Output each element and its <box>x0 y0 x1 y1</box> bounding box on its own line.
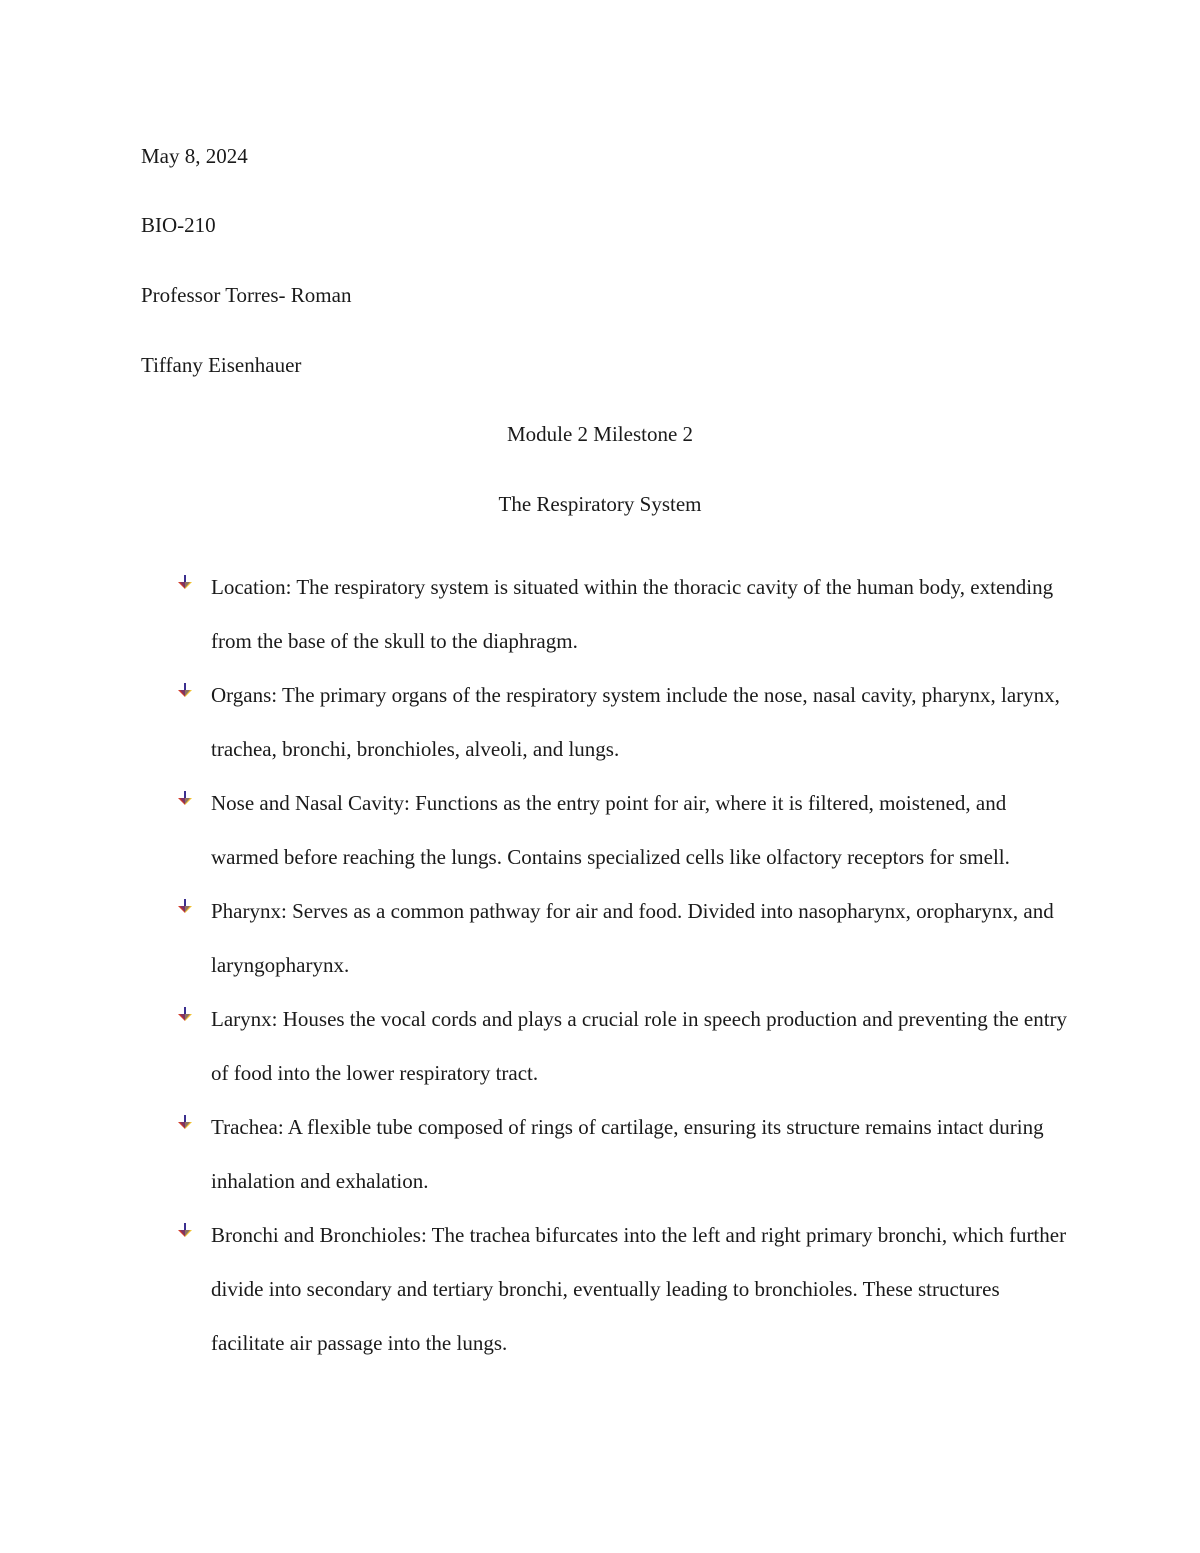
professor-line: Professor Torres- Roman <box>141 283 352 307</box>
bullet-text: Bronchi and Bronchioles: The trachea bifurcates into the left and right primary bronchi, which further divide into secondary and tertiary bronchi, eventually leading to bronchioles. These structures facilitate air passage into the lungs. <box>211 1223 1067 1355</box>
module-title: Module 2 Milestone 2 <box>506 422 694 446</box>
bullet-item-location <box>0 560 1200 668</box>
bullet-text: Pharynx: Serves as a common pathway for air and food. Divided into nasopharynx, oropharynx, and laryngopharynx. <box>211 899 1054 977</box>
topic-title: The Respiratory System <box>498 492 702 516</box>
bullet-item-organs <box>0 668 1200 776</box>
bullet-item-pharynx <box>0 884 1200 992</box>
course-line: BIO-210 <box>141 213 216 237</box>
bullet-text: Organs: The primary organs of the respiratory system include the nose, nasal cavity, pharynx, larynx, trachea, bronchi, bronchioles, alveoli, and lungs. <box>211 683 1060 761</box>
bullet-item-bronchi <box>0 1208 1200 1370</box>
bullet-text: Location: The respiratory system is situated within the thoracic cavity of the human body, extending from the base of the skull to the diaphragm. <box>211 575 1054 653</box>
bullet-text: Trachea: A flexible tube composed of rings of cartilage, ensuring its structure remains intact during inhalation and exhalation. <box>211 1115 1044 1193</box>
student-line: Tiffany Eisenhauer <box>141 353 302 377</box>
down-arrow-bullet-icon <box>177 1114 193 1130</box>
bullet-item-trachea <box>0 1100 1200 1208</box>
bullet-text: Nose and Nasal Cavity: Functions as the entry point for air, where it is filtered, moistened, and warmed before reaching the lungs. Contains specialized cells like olfactory receptors for smell. <box>211 791 1010 869</box>
down-arrow-bullet-icon <box>177 790 193 806</box>
down-arrow-bullet-icon <box>177 1222 193 1238</box>
down-arrow-bullet-icon <box>177 682 193 698</box>
bullet-item-nose <box>0 776 1200 884</box>
bullet-text: Larynx: Houses the vocal cords and plays a crucial role in speech production and preventing the entry of food into the lower respiratory tract. <box>211 1007 1068 1085</box>
bullet-list <box>0 560 1200 1370</box>
date-line: May 8, 2024 <box>141 144 248 168</box>
down-arrow-bullet-icon <box>177 574 193 590</box>
bullet-item-larynx <box>0 992 1200 1100</box>
down-arrow-bullet-icon <box>177 898 193 914</box>
down-arrow-bullet-icon <box>177 1006 193 1022</box>
